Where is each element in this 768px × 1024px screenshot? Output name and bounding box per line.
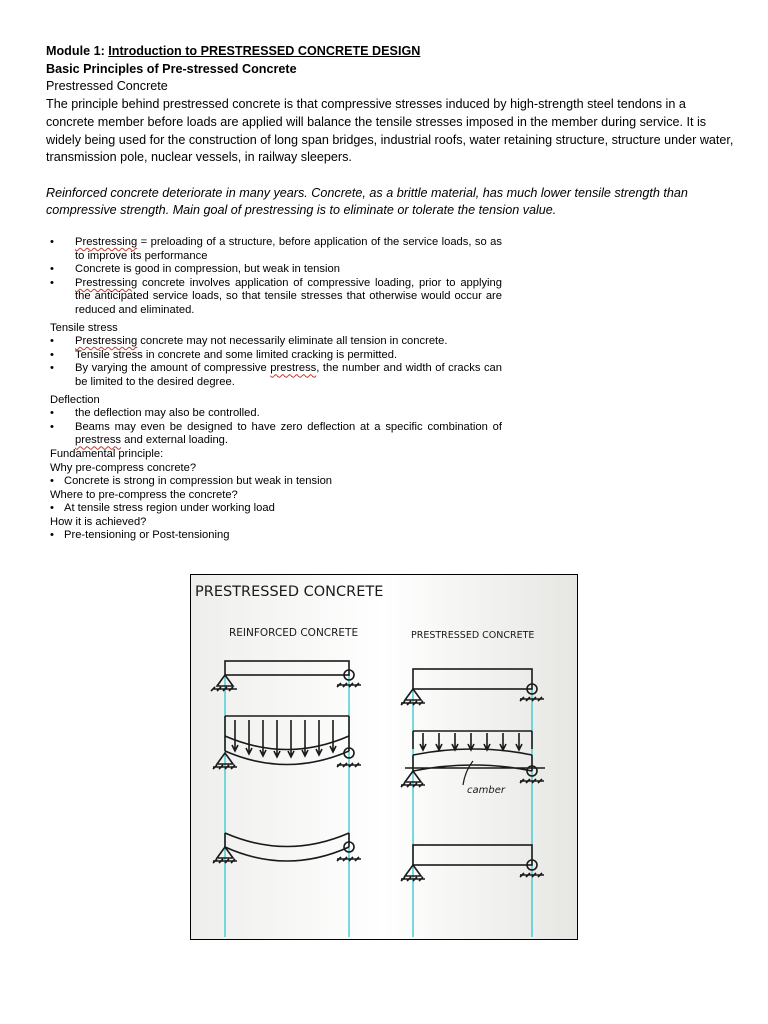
misspelled-word: Prestressing: [75, 335, 138, 348]
answer-text: Pre-tensioning or Post-tensioning: [64, 529, 230, 542]
bullet: •: [50, 475, 54, 488]
right-label: PRESTRESSED CONCRETE: [411, 630, 535, 641]
misspelled-word: prestress: [270, 362, 317, 375]
answer-text: Concrete is strong in compression but weak in tension: [64, 475, 333, 488]
tensile-heading: Tensile stress: [50, 321, 118, 334]
slide-content: [50, 236, 502, 543]
whiteboard-sketch: [191, 575, 577, 939]
question-text: Where to pre-compress the concrete?: [50, 488, 238, 501]
bullet: •: [50, 529, 54, 542]
misspelled-word: Prestressing: [75, 276, 138, 289]
bullet: •: [50, 407, 54, 420]
list-item: [50, 529, 502, 543]
bullet: •: [50, 276, 54, 289]
module-heading: [46, 43, 736, 61]
question-text: Why pre-compress concrete?: [50, 461, 197, 474]
list-item: [50, 407, 502, 421]
section-title: Prestressed Concrete: [46, 79, 168, 94]
misspelled-word: Prestressing: [75, 236, 138, 248]
sketch-title: PRESTRESSED CONCRETE: [195, 584, 384, 600]
list-item: [50, 362, 502, 389]
list-item: [50, 475, 502, 489]
italic-paragraph: Reinforced concrete deteriorate in many years. Concrete, as a brittle material, has much lower tensile strength than compressive strength. Main goal of prestressing is to eliminate or tolerate the tension value.: [46, 185, 688, 218]
list-item: [50, 236, 502, 263]
bullet: •: [50, 502, 54, 515]
list-text: By varying the amount of compressive: [75, 362, 271, 375]
fundamental-heading: Fundamental principle:: [50, 447, 164, 460]
bullet: •: [50, 420, 54, 433]
list-text: Tensile stress in concrete and some limited cracking is permitted.: [75, 348, 398, 361]
bullet: •: [50, 263, 54, 276]
whiteboard-photo: [190, 574, 578, 940]
bullet: •: [50, 335, 54, 348]
list-text: , the number and width of cracks can be limited to the desired degree.: [75, 362, 502, 388]
list-item: [50, 335, 502, 349]
deflection-heading: Deflection: [50, 393, 100, 406]
list-item: [50, 349, 502, 363]
intro-paragraph: The principle behind prestressed concrete is that compressive stresses induced by high-strength steel tendons in a concrete member before loads are applied will balance the tensile stresses imposed in the member during service. It is widely being used for the construction of long span bridges, industrial roofs, water retaining structure, structure under water, transmission pole, nuclear vessels, in railway sleepers.: [46, 97, 734, 165]
list-text: Concrete is good in compression, but weak in tension: [75, 263, 340, 276]
list-item: [50, 263, 502, 277]
list-item: [50, 277, 502, 318]
document-body: [46, 43, 736, 220]
answer-text: At tensile stress region under working load: [64, 502, 275, 515]
bullet: •: [50, 348, 54, 361]
bullet: •: [50, 362, 54, 375]
list-text: = preloading of a structure, before application of the service loads, so as to improve its performance: [75, 236, 502, 262]
camber-label: camber: [467, 785, 505, 796]
list-item: [50, 421, 502, 448]
question-text: How it is achieved?: [50, 515, 147, 528]
list-item: [50, 502, 502, 516]
left-label: REINFORCED CONCRETE: [229, 627, 359, 639]
subtitle: Basic Principles of Pre-stressed Concrete: [46, 61, 297, 76]
list-text: concrete may not necessarily eliminate all tension in concrete.: [137, 335, 448, 348]
list-text: and external loading.: [121, 434, 228, 447]
misspelled-word: prestress: [75, 434, 122, 447]
list-text: concrete involves application of compressive loading, prior to applying the anticipated service loads, so that tensile stresses that otherwise would occur are reduced and eliminated.: [75, 276, 502, 316]
bullet: •: [50, 236, 54, 248]
module-title: Introduction to PRESTRESSED CONCRETE DESIGN: [108, 44, 421, 58]
list-text: Beams may even be designed to have zero deflection at a specific combination of: [75, 420, 502, 433]
list-text: the deflection may also be controlled.: [75, 407, 260, 420]
module-prefix: Module 1:: [46, 44, 109, 58]
